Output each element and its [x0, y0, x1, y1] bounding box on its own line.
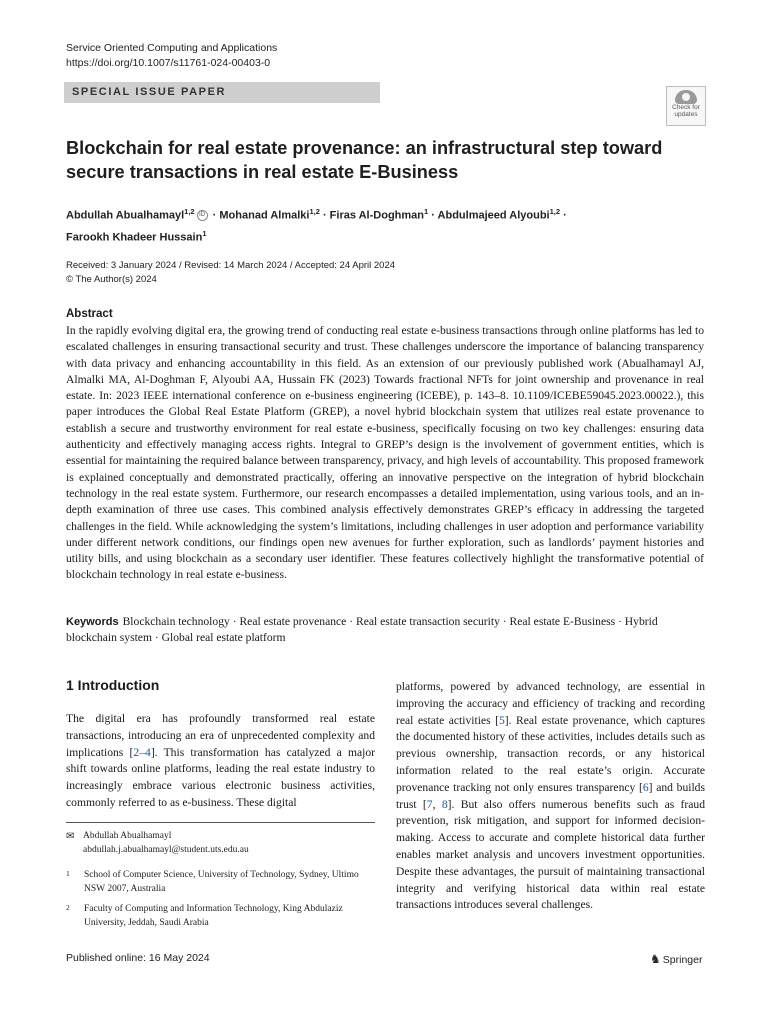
- citation-link[interactable]: 8: [441, 797, 448, 811]
- author-affiliation: 1,2: [549, 207, 561, 216]
- publisher-logo: [650, 952, 702, 966]
- citation-link[interactable]: 2–4: [133, 745, 151, 759]
- intro-text: ]. But also offers numerous benefits such as fraud prevention, risk mitigation, and support for informed decision-making. Access to accurate and complete historical data further enables market analysis and uncovers investment opportunities. Despite these advantages, the pursuit of maintaining transactional integrity and verifying historical data within real estate transactions introduces several challenges.: [396, 797, 706, 912]
- corresponding-name: Abdullah Abualhamayl: [83, 831, 172, 841]
- keywords-label: Keywords: [66, 616, 119, 628]
- citation-link[interactable]: 5: [498, 713, 505, 727]
- intro-column-left: [66, 711, 375, 812]
- published-online: Published online: 16 May 2024: [66, 952, 210, 964]
- affiliation-number: 2: [66, 903, 70, 912]
- article-title: Blockchain for real estate provenance: an infrastructural step toward secure transactions in real estate E-Business: [66, 138, 663, 182]
- doi-link[interactable]: https://doi.org/10.1007/s11761-024-00403-0: [66, 57, 271, 69]
- affiliation-1: [66, 869, 375, 896]
- keywords-list: Blockchain technology · Real estate provenance · Real estate transaction security · Real estate E-Business · Hybrid blockchain system · Global real estate platform: [66, 615, 658, 645]
- author-affiliation: 1: [202, 228, 207, 238]
- intro-text: ]. Real estate provenance, which captures the documented history of these activities, includes details such as previous ownership, transaction records, or any historical information related to the real estate’s origin. Accurate provenance tracking not only ensures transparency [: [396, 713, 705, 794]
- abstract-text: In the rapidly evolving digital era, the growing trend of conducting real estate e-business transactions through online platforms has led to escalated challenges in ensuring transactional security and trust. These challenges underscore the importance of balancing transparency with data privacy and enhancing accountability in this field. As an extension of our previously published work (Abualhamayl AJ, Almalki MA, Al-Doghman F, Alyoubi AA, Hussain FK (2023) Towards fractional NFTs for joint ownership and provenance in real estate. In: 2023 IEEE international conference on e-business engineering (ICEBE), p. 143–8. 10.1109/ICEBE59045.2023.00022.), this paper introduces the Global Real Estate Platform (GREP), a novel hybrid blockchain system that utilizes real estate provenance to establish a secure and trustworthy environment for real estate e-business, specifically focusing on two key challenges: ensuring data authenticity and effectively managing access rights. Integral to GREP’s design is the involvement of government entities, which is essential for maintaining the required balance between transparency, privacy, and high levels of accountability. This proposed framework is explained conceptually and demonstrated practically, offering an innovative perspective on the integration of hybrid blockchain technology in the real estate system. Furthermore, our research encompasses a detailed implementation, using various tools, and an in-depth examination of three use cases. This combined analysis effectively demonstrates GREP’s efficacy in addressing the targeted challenges in the field. While acknowledging the system’s limitations, including challenges in user adoption and performance variability under different network conditions, our findings open new avenues for further exploration, such as landlords’ payment histories and utility bills, and using blockchain as a secondary user identifier. These features collectively highlight the transformative potential of blockchain technology in real estate e-business.: [66, 324, 704, 582]
- citation-link[interactable]: 6: [642, 780, 649, 794]
- author-name[interactable]: Abdulmajeed Alyoubi: [437, 209, 550, 222]
- footnote-divider: [66, 822, 375, 823]
- check-for-updates-badge[interactable]: [666, 86, 706, 126]
- corresponding-author: [66, 830, 249, 857]
- article-dates: [66, 259, 395, 286]
- copyright: © The Author(s) 2024: [66, 273, 157, 285]
- special-issue-banner: [64, 82, 380, 103]
- author-list: Abdullah Abualhamayl$^{1,2}$ iD · Mohanad Almalki$^{1,2}$ · Firas Al-Doghman$^1$ · Abdulmajeed Alyoubi$^{1,2}$ · Farookh Khadeer Hussain$^1$: [66, 207, 567, 244]
- keywords: [66, 614, 706, 647]
- journal-name: Service Oriented Computing and Applications: [66, 42, 278, 54]
- author-affiliation: 1,2: [184, 207, 195, 216]
- affiliation-text: School of Computer Science, University of Technology, Sydney, Ultimo NSW 2007, Australia: [84, 870, 359, 894]
- intro-column-right: [396, 679, 705, 914]
- intro-text: ] and builds trust [: [396, 780, 705, 811]
- author-name[interactable]: Mohanad Almalki: [219, 209, 310, 222]
- check-updates-line2: updates: [674, 111, 698, 118]
- intro-text: ,: [432, 797, 442, 811]
- author-affiliation: 1: [424, 207, 429, 216]
- envelope-icon: ✉: [66, 831, 75, 842]
- author-affiliation: 1,2: [309, 207, 320, 216]
- intro-text: The digital era has profoundly transformed real estate transactions, introducing an era of unprecedented complexity and implications [: [66, 712, 375, 759]
- check-updates-line1: Check for: [672, 104, 700, 111]
- author-name[interactable]: Firas Al-Doghman: [329, 209, 424, 222]
- publisher-name: Springer: [662, 954, 703, 966]
- author-name[interactable]: Abdullah Abualhamayl: [66, 209, 185, 222]
- author-name[interactable]: Farookh Khadeer Hussain: [66, 231, 203, 244]
- journal-header: [66, 41, 277, 71]
- history-dates: Received: 3 January 2024 / Revised: 14 March 2024 / Accepted: 24 April 2024: [66, 260, 396, 271]
- intro-text: ]. This transformation has catalyzed a major shift towards online platforms, leading the real estate industry to increasingly embrace various electronic business activities, commonly referred to as e-business. These digital: [66, 745, 376, 809]
- affiliation-2: [66, 903, 375, 930]
- citation-link[interactable]: 7: [426, 797, 433, 811]
- check-updates-icon: [675, 90, 697, 104]
- orcid-icon[interactable]: iD: [197, 210, 208, 221]
- banner-label: SPECIAL ISSUE PAPER: [72, 86, 227, 98]
- affiliation-number: 1: [66, 869, 70, 878]
- springer-horse-icon: ♞: [650, 952, 661, 966]
- corresponding-email[interactable]: abdullah.j.abualhamayl@student.uts.edu.au: [83, 844, 249, 855]
- intro-text: platforms, powered by advanced technology, are essential in improving the accuracy and efficiency of tracking and recording real estate activities [: [396, 680, 705, 727]
- abstract-heading: Abstract: [66, 308, 113, 320]
- affiliation-text: Faculty of Computing and Information Technology, King Abdulaziz University, Jeddah, Saudi Arabia: [84, 904, 343, 928]
- section-heading-introduction: 1 Introduction: [66, 677, 160, 693]
